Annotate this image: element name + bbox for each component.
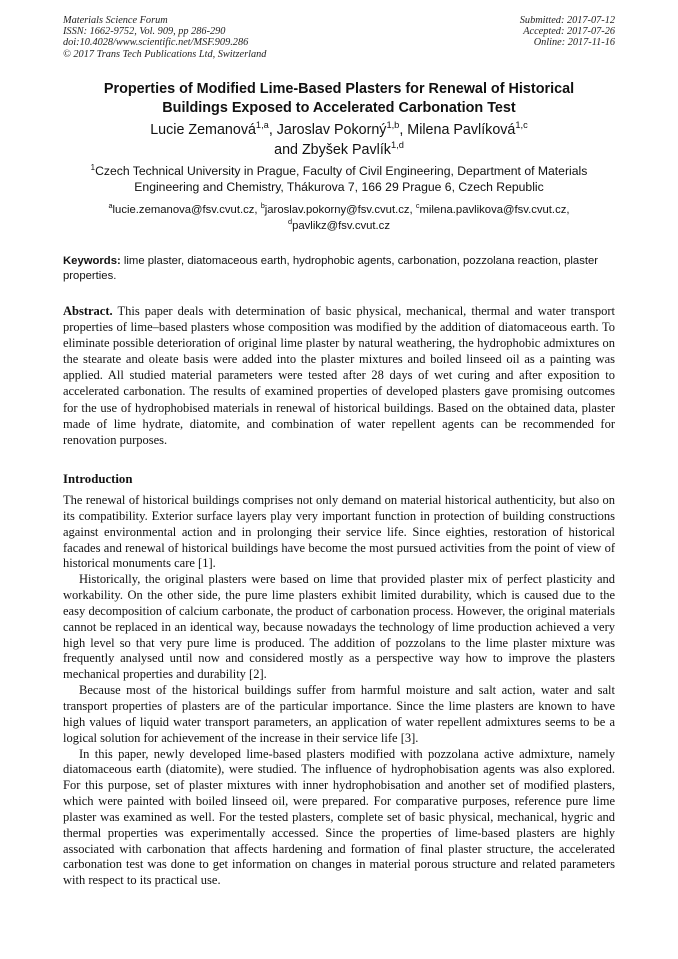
author-name: Zbyšek Pavlík — [301, 142, 391, 158]
author-affil-mark: 1,b — [386, 120, 400, 131]
keywords — [63, 254, 615, 283]
affiliation — [40, 164, 638, 195]
issn-line: ISSN: 1662-9752, Vol. 909, pp 286-290 — [63, 26, 226, 38]
email-mark: d — [288, 216, 293, 226]
introduction-heading: Introduction — [63, 472, 133, 486]
author-list: Lucie Zemanová$^{1,a}$, Jaroslav Pokorný$^{1,b}$, Milena Pavlíková$^{1,c}$ and Zbyšek Pavlík$^{1,d}$ — [150, 120, 528, 158]
submission-dates — [520, 15, 615, 49]
email-address: pavlikz@fsv.cvut.cz — [292, 219, 390, 232]
email-mark: a — [108, 201, 113, 211]
paper-title — [40, 80, 638, 118]
submitted-date: Submitted: 2017-07-12 — [519, 15, 615, 26]
author-affil-mark: 1,c — [515, 120, 528, 131]
affiliation-line-2: Engineering and Chemistry, Thákurova 7, 166 29 Prague 6, Czech Republic — [134, 179, 544, 194]
affiliation-line-1: Czech Technical University in Prague, Faculty of Civil Engineering, Department of Materials — [95, 164, 588, 178]
author-affil-mark: 1,a — [255, 120, 269, 131]
abstract — [63, 303, 615, 448]
author-name: Milena Pavlíková — [407, 122, 516, 138]
keywords-text: lime plaster, diatomaceous earth, hydrophobic agents, carbonation, pozzolana reaction, plaster properties. — [63, 255, 599, 282]
email-address: jaroslav.pokorny@fsv.cvut.cz — [264, 204, 410, 216]
author-affil-mark: 1,d — [390, 140, 404, 151]
paragraph: In this paper, newly developed lime-based plasters modified with pozzolana active admixture, namely diatomaceous earth (diatomite), were studied. The influence of hydrophobisation agents was also explored. For this purpose, set of plaster mixtures with inner hydrophobisation and another set of modified plasters, which were painted with boiled linseed oil, were prepared. For comparative purposes, reference pure lime plaster was examined as well. For the tested plasters, complete set of basic physical, mechanical, hygric and thermal properties was experimentally accessed. Since the properties of lime-based plasters are highly associated with carbonation that affects hardening and formation of final plaster structure, the accelerated carbonation test was done to get information on changes in material porous structure and related parameters with respect to its practical use. — [63, 746, 615, 888]
abstract-label: Abstract. — [63, 304, 113, 318]
journal-info — [63, 15, 266, 60]
author-name: Lucie Zemanová — [150, 122, 256, 138]
introduction-body — [63, 493, 615, 889]
email-list: $^a$lucie.zemanova@fsv.cvut.cz, $^b$jaroslav.pokorny@fsv.cvut.cz, $^c$milena.pavlikova@fsv.cvut.cz, $^d$pavlikz@fsv.cvut.cz — [108, 201, 570, 232]
author-name: Jaroslav Pokorný — [276, 122, 387, 138]
affiliation-mark: 1 — [90, 162, 96, 172]
abstract-text: This paper deals with determination of basic physical, mechanical, thermal and water transport properties of lime–based plasters whose composition was modified by the addition of diatomaceous earth. To eliminate possible deterioration of original lime plaster by natural weathering, the hydrophobic admixtures on the stearate and oleate basis were added into the plaster mixtures and boiled linseed oil as a painting was applied. All studied material parameters were tested after 28 days of wet curing and after exposition to accelerated carbonation. The results of examined properties of developed plasters gave promising outcomes for the use of hydrophobised materials in renewal of historical buildings. Based on the obtained data, plaster made of lime hydrate, diatomite, and combination of water repellent agents can be recommended for renovation purposes. — [63, 304, 616, 447]
doi-line: doi:10.4028/www.scientific.net/MSF.909.286 — [63, 37, 249, 49]
email-mark: c — [415, 201, 420, 211]
accepted-date: Accepted: 2017-07-26 — [523, 26, 615, 38]
paragraph: Because most of the historical buildings suffer from harmful moisture and salt action, water and salt transport properties of plasters are of the particular importance. Since the lime plasters are known to have high values of liquid water transport parameters, an application of water repellent admixtures seems to be a logical solution for achievement of the increase in their service life [3]. — [63, 683, 615, 745]
email-mark: b — [260, 201, 265, 211]
paragraph: The renewal of historical buildings comprises not only demand on material historical authenticity, but also on its compatibility. Exterior surface layers play very important function in protection of building constructions against environmental action and in prolonging their service life. Since eighties, restoration of historical facades and renewal of historical buildings have become the most pursued activities from the point of view of historical monuments care [1]. — [63, 493, 615, 571]
title-line-1: Properties of Modified Lime-Based Plasters for Renewal of Historical — [103, 81, 575, 97]
paragraph: Historically, the original plasters were based on lime that provided plaster mix of perfect plasticity and workability. On the other side, the pure lime plasters exhibit limited durability, which is caused due to the easy decomposition of calcium carbonate, the product of carbonation process. However, the original materials cannot be replaced in an identical way, because nowadays the technology of lime production achieved a very high level so that very pure lime is produced. The addition of pozzolans to the lime plaster mixture was frequently analysed until now and considered mostly as a perspective way how to improve the plasters mechanical properties and durability [2]. — [63, 572, 615, 682]
online-date: Online: 2017-11-16 — [533, 37, 615, 49]
title-line-2: Buildings Exposed to Accelerated Carbonation Test — [162, 100, 516, 116]
copyright-line: © 2017 Trans Tech Publications Ltd, Switzerland — [63, 48, 267, 60]
keywords-label: Keywords: — [63, 255, 121, 267]
journal-name: Materials Science Forum — [63, 15, 168, 26]
email-address: lucie.zemanova@fsv.cvut.cz — [112, 204, 255, 216]
email-address: milena.pavlikova@fsv.cvut.cz — [419, 204, 567, 216]
